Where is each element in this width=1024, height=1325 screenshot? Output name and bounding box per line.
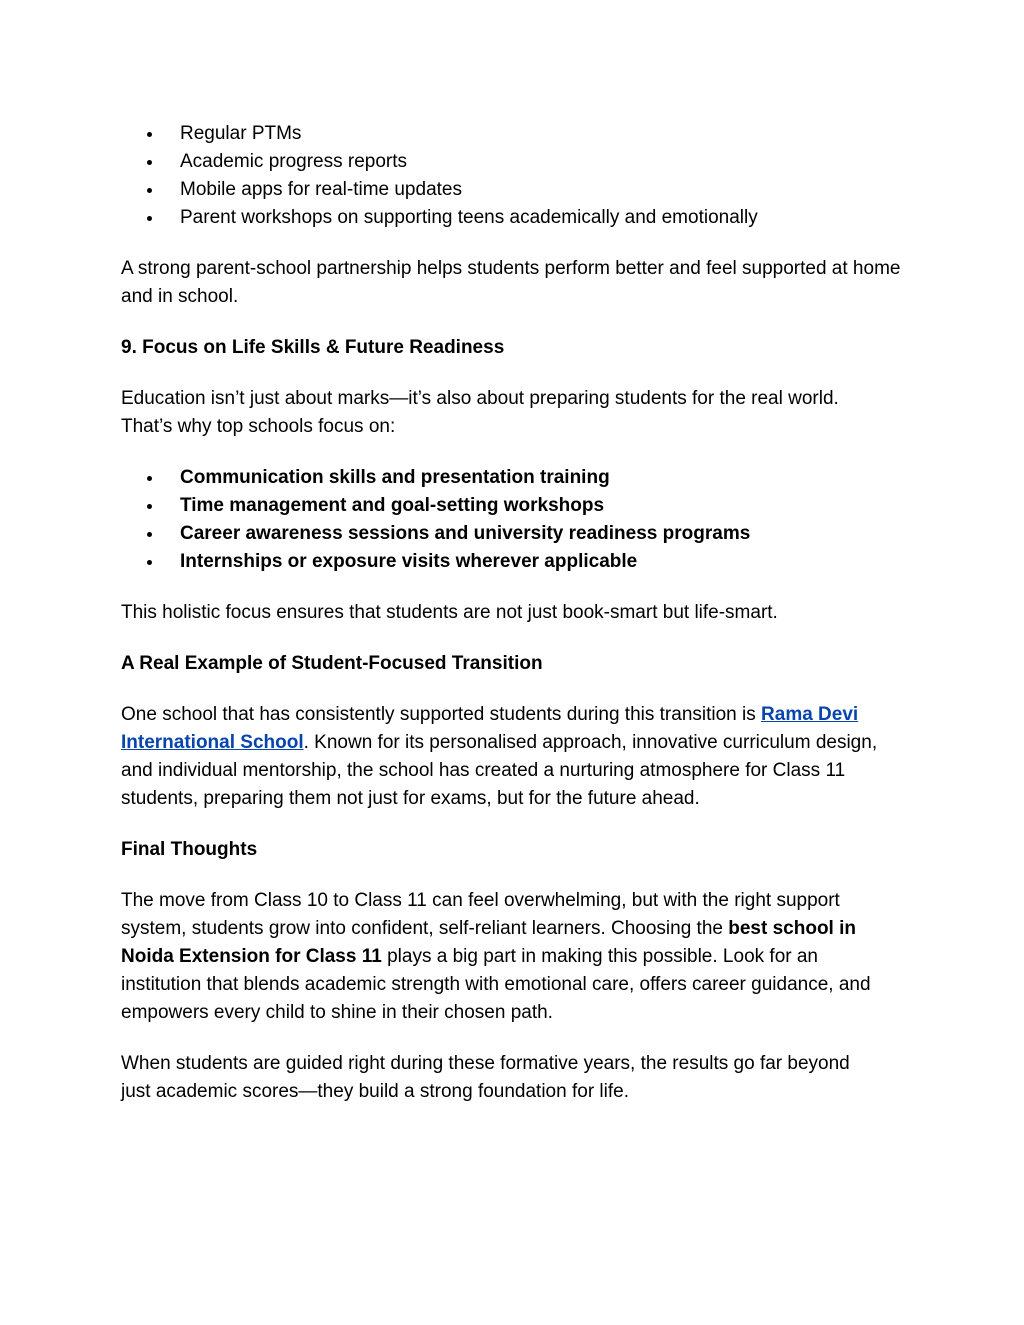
school-link[interactable]: Rama Devi International School xyxy=(121,704,859,753)
list-item: Academic progress reports xyxy=(121,148,911,176)
list-item: Career awareness sessions and university readiness programs xyxy=(121,520,911,548)
paragraph-text: One school that has consistently supported students during this transition is xyxy=(121,704,762,725)
closing-paragraph: When students are guided right during these formative years, the results go far beyond just academic scores—they build a strong foundation for life. xyxy=(121,1053,850,1102)
bullet-icon xyxy=(147,560,152,565)
section-heading-life-skills: 9. Focus on Life Skills & Future Readiness xyxy=(121,337,505,358)
paragraph-text: . Known for its personalised approach, innovative curriculum design, and individual mentorship, the school has created a nurturing atmosphere for Class 11 students, preparing them not just for exams, but for the future ahead. xyxy=(121,732,878,809)
bullet-icon xyxy=(147,216,152,221)
partnership-paragraph: A strong parent-school partnership helps students perform better and feel supported at home and in school. xyxy=(121,258,901,307)
paragraph-text: plays a big part in making this possible. Look for an institution that blends academic strength with emotional care, offers career guidance, and empowers every child to shine in their chosen path. xyxy=(121,946,871,1023)
list-item: Time management and goal-setting workshops xyxy=(121,492,911,520)
bullet-icon xyxy=(147,132,152,137)
life-skills-list xyxy=(121,464,911,576)
list-item: Internships or exposure visits wherever applicable xyxy=(121,548,911,576)
bullet-icon xyxy=(147,160,152,165)
list-item: Regular PTMs xyxy=(121,120,911,148)
bullet-icon xyxy=(147,504,152,509)
paragraph-text: The move from Class 10 to Class 11 can feel overwhelming, but with the right support system, students grow into confident, self-reliant learners. Choosing the xyxy=(121,890,840,939)
bullet-icon xyxy=(147,532,152,537)
life-skills-intro-paragraph: Education isn’t just about marks—it’s also about preparing students for the real world. That’s why top schools focus on: xyxy=(121,388,839,437)
holistic-focus-paragraph: This holistic focus ensures that students are not just book-smart but life-smart. xyxy=(121,602,778,623)
section-heading-final-thoughts: Final Thoughts xyxy=(121,839,258,860)
final-thoughts-paragraph xyxy=(121,887,896,1027)
document-content xyxy=(121,120,911,1106)
list-item: Parent workshops on supporting teens academically and emotionally xyxy=(121,204,911,232)
section-heading-real-example: A Real Example of Student-Focused Transition xyxy=(121,653,543,674)
parent-engagement-list xyxy=(121,120,911,232)
list-item: Mobile apps for real-time updates xyxy=(121,176,911,204)
list-item: Communication skills and presentation training xyxy=(121,464,911,492)
bullet-icon xyxy=(147,476,152,481)
bold-phrase: best school in Noida Extension for Class 11 xyxy=(121,918,856,967)
bullet-icon xyxy=(147,188,152,193)
real-example-paragraph xyxy=(121,701,881,813)
